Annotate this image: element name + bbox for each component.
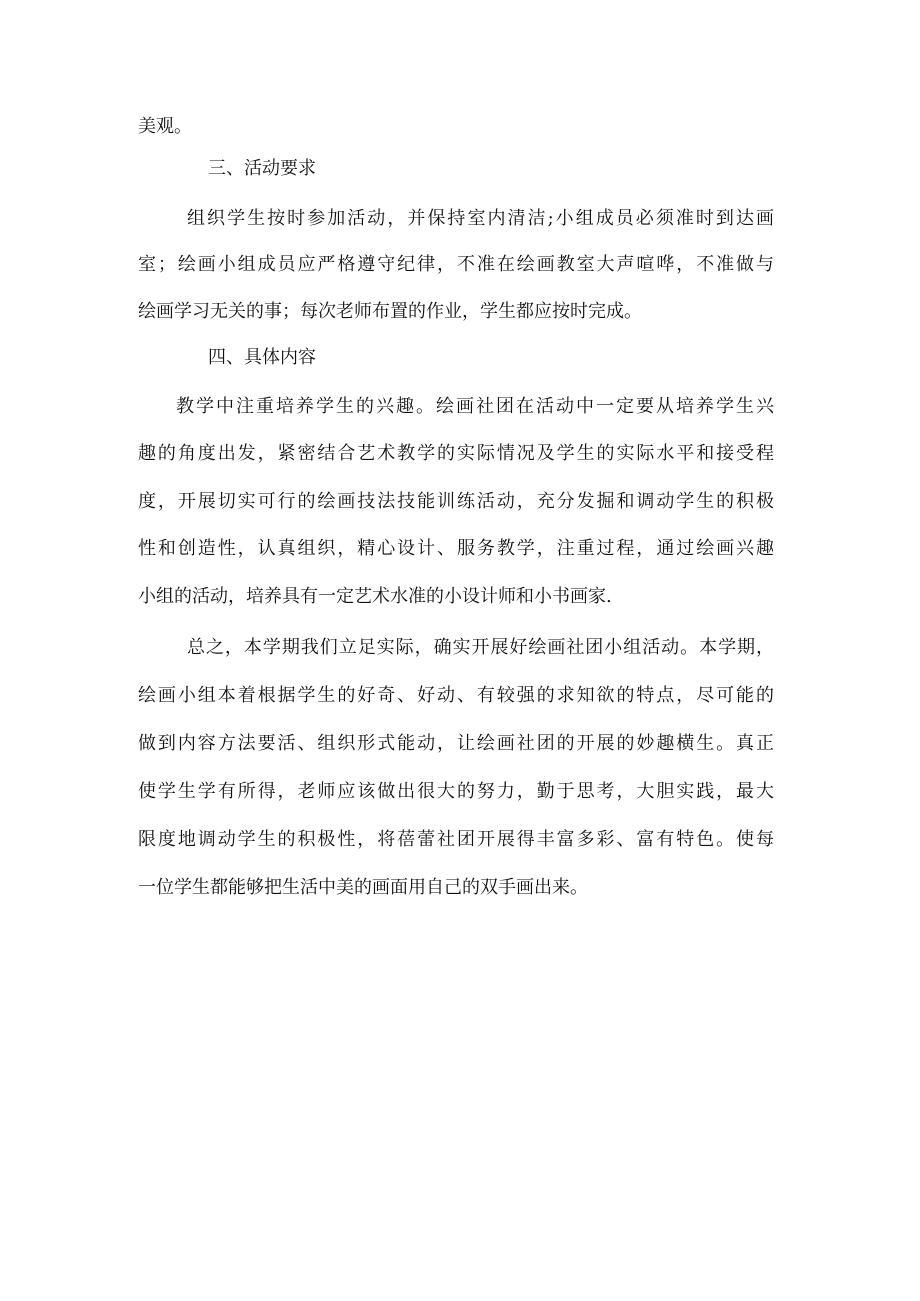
paragraph-line: 组织学生按时参加活动，并保持室内清洁;小组成员必须准时到达画 <box>187 208 774 229</box>
paragraph-line: 使学生学有所得，老师应该做出很大的努力，勤于思考，大胆实践，最大 <box>138 781 774 802</box>
paragraph-line: 趣的角度出发，紧密结合艺术教学的实际情况及学生的实际水平和接受程 <box>138 443 774 464</box>
paragraph-line: 度，开展切实可行的绘画技法技能训练活动，充分发掘和调动学生的积极 <box>138 491 774 512</box>
section-heading-activity-requirements: 三、活动要求 <box>208 158 316 179</box>
paragraph-line: 一位学生都能够把生活中美的画面用自己的双手画出来。 <box>138 877 588 898</box>
paragraph-line: 小组的活动，培养具有一定艺术水准的小设计师和小书画家. <box>138 586 612 607</box>
section-heading-specific-content: 四、具体内容 <box>208 347 316 368</box>
paragraph-line: 总之，本学期我们立足实际，确实开展好绘画社团小组活动。本学期， <box>187 637 774 658</box>
paragraph-line: 教学中注重培养学生的兴趣。绘画社团在活动中一定要从培养学生兴 <box>176 396 774 417</box>
paragraph-line-continuation: 美观。 <box>138 116 192 137</box>
paragraph-line: 绘画小组本着根据学生的好奇、好动、有较强的求知欲的特点，尽可能的 <box>138 685 774 706</box>
paragraph-line: 性和创造性，认真组织，精心设计、服务教学，注重过程，通过绘画兴趣 <box>138 538 774 559</box>
paragraph-line: 室；绘画小组成员应严格遵守纪律，不准在绘画教室大声喧哗，不准做与 <box>138 254 774 275</box>
paragraph-line: 做到内容方法要活、组织形式能动，让绘画社团的开展的妙趣横生。真正 <box>138 733 774 754</box>
paragraph-line: 绘画学习无关的事；每次老师布置的作业，学生都应按时完成。 <box>138 301 642 322</box>
paragraph-line: 限度地调动学生的积极性，将蓓蕾社团开展得丰富多彩、富有特色。使每 <box>138 829 774 850</box>
